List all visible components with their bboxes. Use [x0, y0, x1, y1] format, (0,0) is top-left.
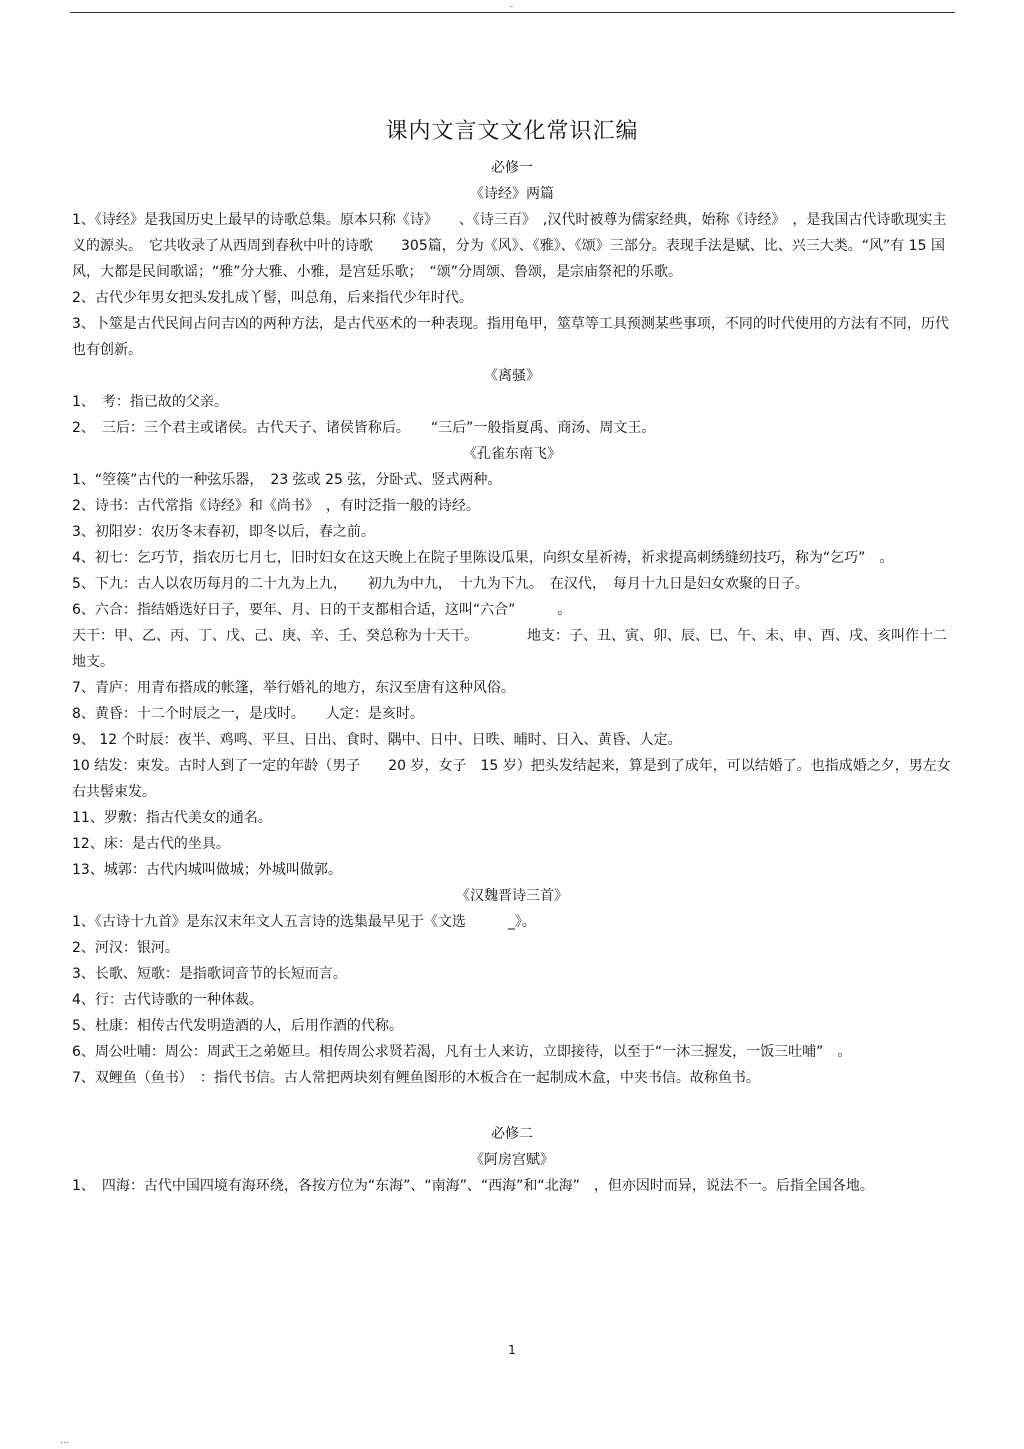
- list-item: 12、床：是古代的坐具。: [72, 836, 230, 852]
- volume-label: 必修一: [491, 160, 533, 176]
- list-item: 8、黄昏：十二个时辰之一，是戌时。 人定：是亥时。: [72, 706, 424, 722]
- section-title: 《汉魏晋诗三首》: [456, 888, 568, 904]
- list-item: 7、青庐：用青布搭成的帐篷，举行婚礼的地方，东汉至唐有这种风俗。: [72, 680, 515, 696]
- list-item: 4、行：古代诗歌的一种体裁。: [72, 992, 263, 1008]
- list-item: 10 结发：束发。古时人到了一定的年龄（男子 20 岁，女子 15 岁）把头发结起来，算是到了成年，可以结婚了。也指成婚之夕，男左女右共髻束发。: [72, 758, 951, 800]
- section-title: 《阿房宫赋》: [470, 1152, 554, 1168]
- list-item: 6、六合：指结婚选好日子，要年、月、日的干支都相合适，这叫“六合” 。: [72, 602, 572, 618]
- list-item: 1、 四海：古代中国四境有海环绕，各按方位为“东海”、“南海”、“西海”和“北海” ，但亦因时而异，说法不一。后指全国各地。: [72, 1178, 874, 1194]
- page-number: 1: [508, 1343, 516, 1357]
- document-title: 课内文言文文化常识汇编: [385, 119, 639, 144]
- volume-1: [72, 183, 952, 1091]
- volume-2: [72, 1149, 952, 1199]
- section-title: 《诗经》两篇: [470, 186, 554, 202]
- list-item: 5、杜康：相传古代发明造酒的人，后用作酒的代称。: [72, 1018, 403, 1034]
- list-item: 天干：甲、乙、丙、丁、戊、己、庚、辛、壬、癸总称为十天干。 地支：子、丑、寅、卯、辰、巳、午、未、申、酉、戌、亥叫作十二地支。: [72, 628, 947, 670]
- list-item: 13、城郭：古代内城叫做城；外城叫做郭。: [72, 862, 342, 878]
- section-title: 《离骚》: [484, 368, 540, 384]
- section-title: 《孔雀东南飞》: [463, 446, 561, 462]
- document-body: [72, 114, 952, 1199]
- volume-label: 必修二: [491, 1126, 533, 1142]
- list-item: 5、下九：古人以农历每月的二十九为上九， 初九为中九， 十九为下九。 在汉代， 每月十九日是妇女欢聚的日子。: [72, 576, 809, 592]
- section-gap: [72, 1091, 952, 1117]
- list-item: 3、初阳岁：农历冬末春初，即冬以后，春之前。: [72, 524, 375, 540]
- list-item: 3、长歌、短歌：是指歌词音节的长短而言。: [72, 966, 347, 982]
- list-item: 2、 三后：三个君主或诸侯。古代天子、诸侯皆称后。 “三后”一般指夏禹、商汤、周文王。: [72, 420, 656, 436]
- list-item: 1、《古诗十九首》是东汉末年文人五言诗的选集最早见于《文选 _》。: [72, 914, 536, 930]
- list-item: 1、“箜篌”古代的一种弦乐器， 23 弦或 25 弦，分卧式、竖式两种。: [72, 472, 502, 488]
- header-dot: -: [510, 2, 514, 12]
- list-item: 3、卜筮是古代民间占问吉凶的两种方法，是古代巫术的一种表现。指用龟甲，筮草等工具预测某些事项，不同的时代使用的方法有不同，历代也有创新。: [72, 316, 949, 358]
- list-item: 1、 考：指已故的父亲。: [72, 394, 228, 410]
- header-rule: [70, 12, 955, 13]
- footer-mark: ...: [60, 1436, 69, 1446]
- list-item: 2、古代少年男女把头发扎成丫髻，叫总角，后来指代少年时代。: [72, 290, 473, 306]
- list-item: 7、双鲤鱼（鱼书） ：指代书信。古人常把两块刻有鲤鱼图形的木板合在一起制成木盒，中夹书信。故称鱼书。: [72, 1070, 760, 1086]
- list-item: 6、周公吐哺：周公：周武王之弟姬旦。相传周公求贤若渴，凡有士人来访，立即接待，以至于“一沐三握发，一饭三吐哺” 。: [72, 1044, 852, 1060]
- list-item: 2、诗书：古代常指《诗经》和《尚书》 ，有时泛指一般的诗经。: [72, 498, 480, 514]
- list-item: 9、 12 个时辰：夜半、鸡鸣、平旦、日出、食时、隅中、日中、日昳、晡时、日入、黄昏、人定。: [72, 732, 682, 748]
- list-item: 11、罗敷：指古代美女的通名。: [72, 810, 272, 826]
- list-item: 4、初七：乞巧节，指农历七月七，旧时妇女在这天晚上在院子里陈设瓜果，向织女星祈祷，祈求提高刺绣缝纫技巧，称为“乞巧” 。: [72, 550, 894, 566]
- list-item: 1、《诗经》是我国历史上最早的诗歌总集。原本只称《诗》 、《诗三百》 ,汉代时被尊为儒家经典，始称《诗经》 ，是我国古代诗歌现实主义的源头。 它共收录了从西周到春秋中叶的诗歌 305篇，分为《风》、《雅》、《颂》三部分。表现手法是赋、比、兴三大类。“风”有 15 国风，大都是民间歌谣；“雅”分大雅、小雅，是宫廷乐歌； “颂”分周颂、鲁颂，是宗庙祭祀的乐歌。: [72, 212, 947, 280]
- list-item: 2、河汉：银河。: [72, 940, 179, 956]
